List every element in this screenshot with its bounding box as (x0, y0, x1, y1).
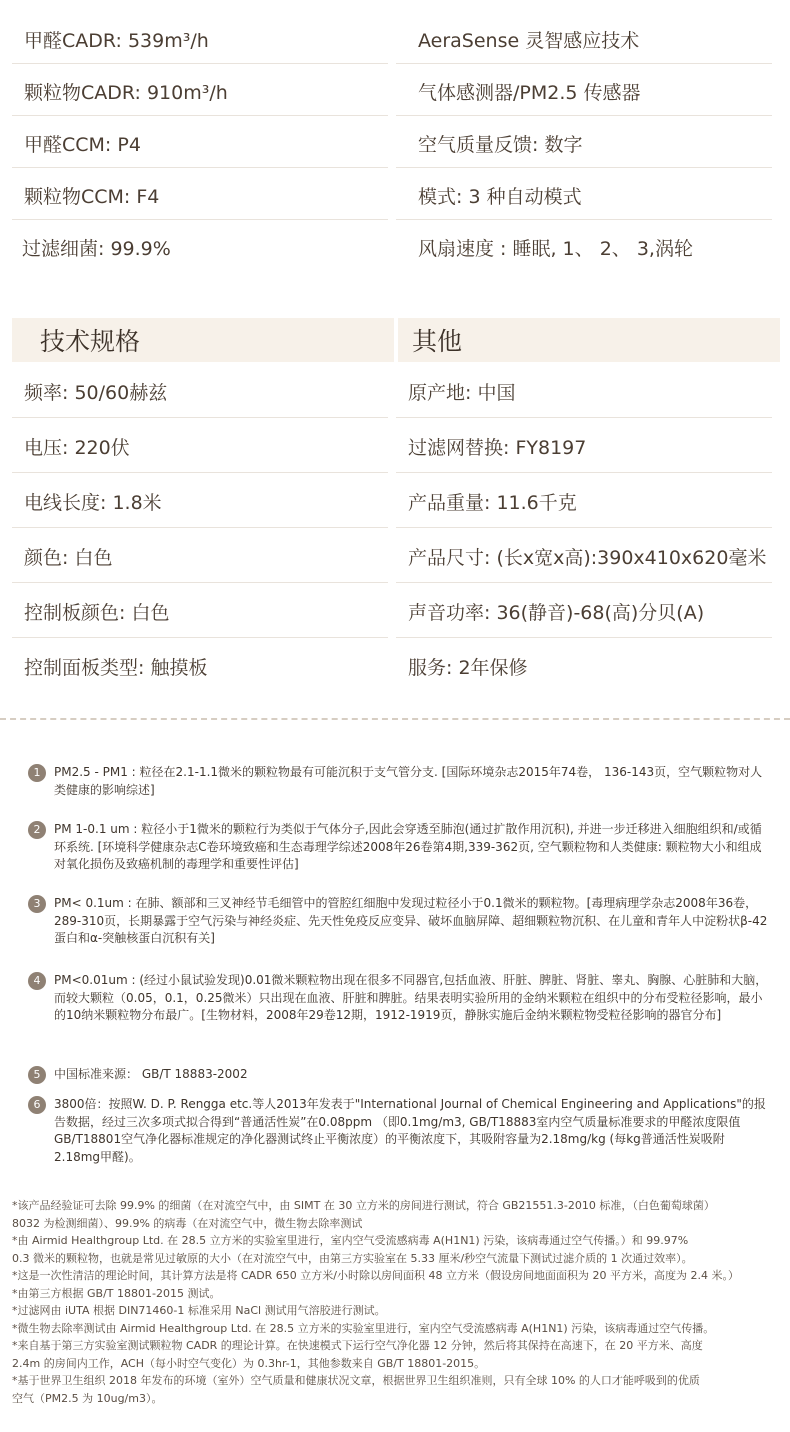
feature-cell (396, 222, 780, 272)
spec-cell (12, 364, 396, 418)
feature-text: 过滤细菌: 99.9% (22, 237, 171, 260)
footnotes (12, 1197, 788, 1407)
reference-item (28, 1066, 768, 1084)
reference-item (28, 764, 768, 799)
footnote-line: *过滤网由 iUTA 根据 DIN71460-1 标准采用 NaCl 测试用气溶胶进行测试。 (12, 1304, 386, 1317)
spec-text: 电线长度: 1.8米 (24, 491, 162, 514)
reference-number-badge: 1 (28, 764, 46, 782)
reference-item (28, 821, 768, 874)
reference-item (28, 1096, 768, 1166)
spec-text: 原产地: 中国 (408, 381, 516, 404)
spec-row (12, 639, 780, 693)
feature-cell (396, 118, 780, 168)
spec-row (12, 474, 780, 528)
footnote-line: *由 Airmid Healthgroup Ltd. 在 28.5 立方米的实验室里进行，室内空气受流感病毒 A(H1N1) 污染，该病毒通过空气传播。）和 99.97% (12, 1234, 689, 1247)
feature-text: 甲醛CADR: 539m³/h (24, 29, 209, 52)
spec-row (12, 529, 780, 583)
spec-cell (396, 474, 780, 528)
reference-text: 3800倍：按照W. D. P. Rengga etc.等人2013年发表于"International Journal of Chemical Engineering and Applications"的报告数据，经过三次多项式拟合得到“普通活性炭”在0.08ppm （即0.1mg/m3, GB/T18883室内空气质量标准要求的甲醛浓度限值GB/T18801空气净化器标准规定的净化器测试终止平衡浓度）的平衡浓度下，其吸附容量为2.18mg/kg (每kg普通活性炭吸附2.18mg甲醛)。 (54, 1097, 766, 1164)
reference-number-badge: 6 (28, 1096, 46, 1114)
section-header-tech-specs (12, 318, 394, 362)
spec-cell (12, 474, 396, 528)
feature-text: 模式: 3 种自动模式 (418, 185, 582, 208)
spec-cell (12, 584, 396, 638)
spec-cell (396, 529, 780, 583)
footnote-line: 8032 为检测细菌）、99.9% 的病毒（在对流空气中，微生物去除率测试 (12, 1216, 363, 1230)
reference-text: PM2.5 - PM1 : 粒径在2.1-1.1微米的颗粒物最有可能沉积于支气管分支. [国际环境杂志2015年74卷， 136-143页，空气颗粒物对人类健康的影响综述] (54, 765, 763, 797)
feature-cell (12, 222, 396, 272)
spec-cell (396, 419, 780, 473)
feature-text: 气体感测器/PM2.5 传感器 (418, 81, 641, 104)
reference-number-badge: 4 (28, 972, 46, 990)
feature-text: 颗粒物CADR: 910m³/h (24, 81, 228, 104)
feature-cell (396, 14, 780, 64)
spec-cell (396, 639, 780, 693)
spec-text: 服务: 2年保修 (408, 656, 528, 679)
feature-text: 甲醛CCM: P4 (24, 133, 141, 156)
reference-text: 中国标准来源： GB/T 18883-2002 (54, 1067, 248, 1081)
reference-number-badge: 2 (28, 821, 46, 839)
reference-item (28, 972, 768, 1025)
footnote-line: *基于世界卫生组织 2018 年发布的环境（室外）空气质量和健康状况文章，根据世界卫生组织准则，只有全球 10% 的人口才能呼吸到的优质 (12, 1374, 700, 1387)
spec-cell (12, 419, 396, 473)
feature-cell (396, 66, 780, 116)
footnote-line: *该产品经验证可去除 99.9% 的细菌（在对流空气中，由 SIMT 在 30 立方米的房间进行测试，符合 GB21551.3-2010 标准，（白色葡萄球菌） (12, 1199, 715, 1212)
reference-text: PM 1-0.1 um : 粒径小于1微米的颗粒行为类似于气体分子,因此会穿透至肺泡(通过扩散作用沉积), 并进一步迁移进入细胞组织和/或循环系统. [环境科学健康杂志C卷环境致癌和生态毒理学综述2008年26卷第4期,339-362页, 空气颗粒物和人类健康: 颗粒物大小和组成对氧化损伤及致癌机制的毒理学和重要性评估] (54, 822, 762, 871)
spec-row (12, 364, 780, 418)
spec-text: 控制板颜色: 白色 (24, 601, 170, 624)
footnote-line: *这是一次性清洁的理论时间，其计算方法是将 CADR 650 立方米/小时除以房间面积 48 立方米（假设房间地面面积为 20 平方米，高度为 2.4 米。） (12, 1269, 739, 1282)
spec-row (12, 419, 780, 473)
spec-text: 颜色: 白色 (24, 546, 113, 569)
feature-cell (12, 170, 396, 220)
spec-text: 电压: 220伏 (24, 436, 130, 459)
footnote-line: *来自基于第三方实验室测试颗粒物 CADR 的理论计算。在快速模式下运行空气净化器 12 分钟，然后将其保持在高速下，在 20 平方米、高度 (12, 1339, 703, 1352)
reference-text: PM<0.01um : (经过小鼠试验发现)0.01微米颗粒物出现在很多不同器官,包括血液、肝脏、脾脏、肾脏、睾丸、胸腺、心脏肺和大脑，而较大颗粒（0.05，0.1，0.25微米）只出现在血液、肝脏和脾脏。结果表明实验所用的金纳米颗粒在组织中的分布受粒径影响，最小的10纳米颗粒物分布最广。[生物材料，2008年29卷12期，1912-1919页，静脉实施后金纳米颗粒物受粒径影响的器官分布] (54, 973, 768, 1022)
footnote-line: *微生物去除率测试由 Airmid Healthgroup Ltd. 在 28.5 立方米的实验室里进行，室内空气受流感病毒 A(H1N1) 污染，该病毒通过空气传播。 (12, 1321, 715, 1335)
spec-text: 过滤网替换: FY8197 (408, 436, 587, 459)
spec-text: 声音功率: 36(静音)-68(高)分贝(A) (408, 601, 705, 624)
feature-cell (12, 14, 396, 64)
feature-cell (12, 66, 396, 116)
reference-text: PM< 0.1um : 在肺、额部和三叉神经节毛细管中的管腔红细胞中发现过粒径小于0.1微米的颗粒物。[毒理病理学杂志2008年36卷，289-310页，长期暴露于空气污染与神经炎症、先天性免疫反应变异、破坏血脑屏障、超细颗粒物沉积、在儿童和青年人中淀粉状β-42蛋白和α-突触核蛋白沉积有关] (54, 896, 768, 945)
feature-cell (12, 118, 396, 168)
dashed-divider (0, 718, 790, 720)
feature-row (12, 14, 780, 64)
feature-row (12, 118, 780, 168)
feature-text: 颗粒物CCM: F4 (24, 185, 160, 208)
spec-cell (396, 364, 780, 418)
feature-row (12, 66, 780, 116)
section-title: 技术规格 (40, 327, 141, 356)
spec-cell (396, 584, 780, 638)
feature-text: 风扇速度 : 睡眠, 1、 2、 3,涡轮 (418, 237, 693, 260)
spec-text: 频率: 50/60赫兹 (24, 381, 168, 404)
spec-text: 控制面板类型: 触摸板 (24, 656, 208, 679)
feature-text: 空气质量反馈: 数字 (418, 133, 583, 156)
feature-text: AeraSense 灵智感应技术 (418, 29, 640, 52)
reference-number-badge: 3 (28, 895, 46, 913)
footnote-line: *由第三方根据 GB/T 18801-2015 测试。 (12, 1286, 221, 1300)
spec-cell (12, 639, 396, 693)
feature-cell (396, 170, 780, 220)
spec-text: 产品重量: 11.6千克 (408, 491, 577, 514)
feature-row (12, 222, 780, 272)
feature-row (12, 170, 780, 220)
footnote-line: 空气（PM2.5 为 10ug/m3）。 (12, 1391, 163, 1405)
spec-row (12, 584, 780, 638)
section-title: 其他 (412, 327, 463, 356)
spec-text: 产品尺寸: (长x宽x高):390x410x620毫米 (408, 546, 767, 569)
spec-cell (12, 529, 396, 583)
footnote-line: 2.4m 的房间内工作，ACH（每小时空气变化）为 0.3hr-1，其他参数来自 GB/T 18801-2015。 (12, 1356, 486, 1370)
footnote-line: 0.3 微米的颗粒物，也就是常见过敏原的大小（在对流空气中，由第三方实验室在 5.33 厘米/秒空气流量下测试过滤介质的 1 次通过效率）。 (12, 1251, 693, 1265)
reference-item (28, 895, 768, 948)
section-header-other (398, 318, 780, 362)
reference-number-badge: 5 (28, 1066, 46, 1084)
